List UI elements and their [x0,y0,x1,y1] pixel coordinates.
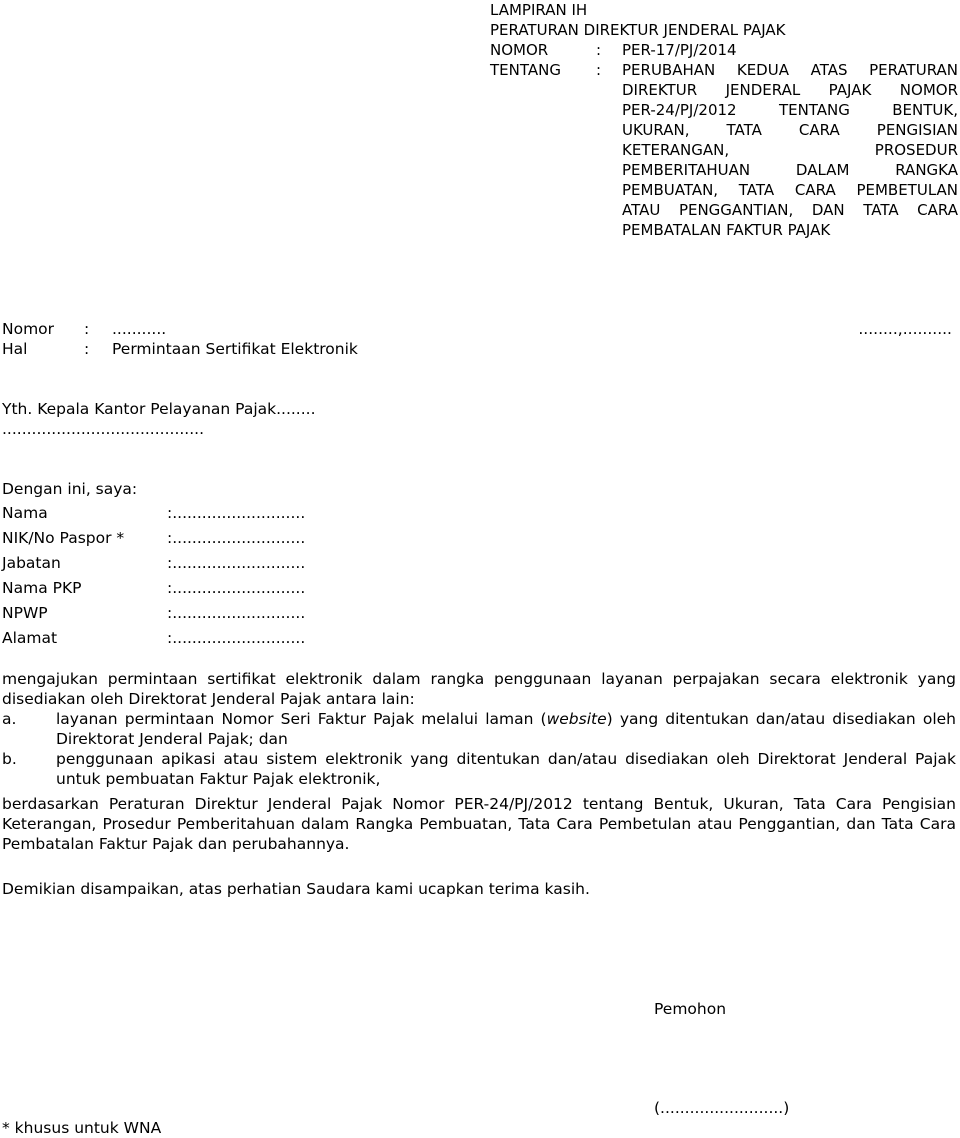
field-label: NPWP [2,604,48,622]
tentang-label: TENTANG [490,61,561,79]
field-label: NIK/No Paspor * [2,529,125,547]
field-label: Nama PKP [2,579,82,597]
field-value: :........................... [167,504,306,522]
signature-title: Pemohon [654,1000,727,1018]
field-value: :........................... [167,629,306,647]
field-value: :........................... [167,604,306,622]
field-alamat [2,629,502,649]
item-a-website-term: website [546,710,607,728]
addressee-line: Yth. Kepala Kantor Pelayanan Pajak........ [2,400,316,418]
date-place: ........,.......... [858,320,952,338]
tentang-line: PEMBUATAN, TATA CARA PEMBETULAN [622,181,958,199]
request-paragraph: mengajukan permintaan sertifikat elektronik dalam rangka penggunaan layanan perpajakan secara elektronik yang disediakan oleh Direktorat Jenderal Pajak antara lain: [2,670,956,708]
letter-hal-value: Permintaan Sertifikat Elektronik [112,340,358,358]
tentang-colon: : [596,61,602,79]
regulation-subject-row [490,60,958,240]
closing-text: Demikian disampaikan, atas perhatian Saudara kami ucapkan terima kasih. [2,880,590,898]
letter-nomor-colon: : [84,320,90,338]
field-value: :........................... [167,529,306,547]
tentang-line: PERUBAHAN KEDUA ATAS PERATURAN [622,61,958,79]
tentang-line: PER-24/PJ/2012 TENTANG BENTUK, [622,101,958,119]
list-marker: b. [2,750,17,768]
list-item-text: penggunaan apikasi atau sistem elektronik yang ditentukan dan/atau disediakan oleh Direktorat Jenderal Pajak untuk pembuatan Faktur Pajak elektronik, [56,750,956,788]
regulation-title: PERATURAN DIREKTUR JENDERAL PAJAK [490,21,786,39]
intro-text: Dengan ini, saya: [2,480,138,498]
nomor-label: NOMOR [490,41,549,59]
item-a-text-start: layanan permintaan Nomor Seri Faktur Pajak melalui laman ( [56,710,547,728]
field-value: :........................... [167,579,306,597]
tentang-line: PEMBERITAHUAN DALAM RANGKA [622,161,958,179]
basis-paragraph: berdasarkan Peraturan Direktur Jenderal Pajak Nomor PER-24/PJ/2012 tentang Bentuk, Ukuran, Tata Cara Pengisian Keterangan, Prosedur Pemberitahuan dalam Rangka Pembuatan, Tata Cara Pembetulan atau Penggantian, dan Tata Cara Pembatalan Faktur Pajak dan perubahannya. [2,795,956,853]
field-label: Jabatan [2,554,61,572]
list-marker: a. [2,710,17,728]
letter-nomor-value: ........... [112,320,167,338]
nomor-colon: : [596,41,602,59]
letter-number-row [2,319,502,339]
addressee-line-blank: ......................................... [2,420,205,438]
tentang-line: ATAU PENGGANTIAN, DAN TATA CARA [622,201,958,219]
list-item-text [56,709,956,749]
letter-nomor-label: Nomor [2,320,55,338]
tentang-text [622,60,958,240]
field-nama [2,504,502,524]
letter-hal-colon: : [84,340,90,358]
field-jabatan [2,554,502,574]
regulation-header [490,0,958,240]
tentang-line: KETERANGAN, PROSEDUR [622,141,958,159]
tentang-line: UKURAN, TATA CARA PENGISIAN [622,121,958,139]
field-label: Alamat [2,629,58,647]
footnote: * khusus untuk WNA [2,1119,162,1137]
item-a-text-end: ) yang ditentukan dan/atau disediakan oleh Direktorat Jenderal Pajak; dan [56,710,956,748]
field-label: Nama [2,504,48,522]
tentang-line: PEMBATALAN FAKTUR PAJAK [622,221,831,239]
list-item-a [2,709,956,749]
list-item-b [2,749,956,789]
tentang-line: DIREKTUR JENDERAL PAJAK NOMOR [622,81,958,99]
regulation-number-row [490,40,958,60]
attachment-title: LAMPIRAN IH [490,1,588,19]
field-nama-pkp [2,579,502,599]
signature-name: (.........................) [654,1099,790,1117]
letter-subject-row [2,339,502,359]
letter-hal-label: Hal [2,340,28,358]
nomor-value: PER-17/PJ/2014 [622,41,737,59]
field-value: :........................... [167,554,306,572]
field-npwp [2,604,502,624]
field-nik-paspor [2,529,502,549]
